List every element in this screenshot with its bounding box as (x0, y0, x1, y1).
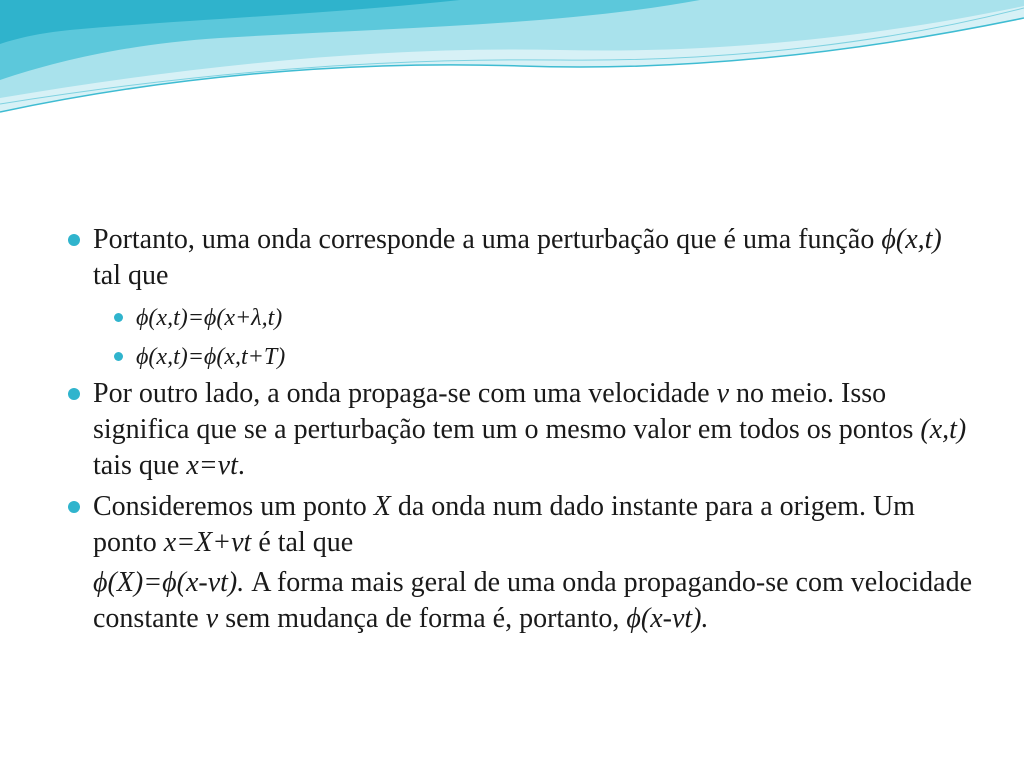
bullet-general-wave-form (63, 489, 973, 637)
text-segment: Consideremos um ponto (93, 491, 374, 522)
text-segment: tais que (93, 450, 187, 481)
math-v: v (205, 603, 219, 634)
header-wave-decoration (0, 0, 1024, 130)
equation: ϕ(x,t)=ϕ(x+λ,t) (136, 305, 283, 331)
text-segment: é tal que (251, 527, 354, 558)
text-segment: Por outro lado, a onda propaga-se com uma velocidade (93, 378, 717, 409)
math-xt: (x,t) (895, 224, 942, 255)
text-segment: . (237, 450, 245, 481)
math-x-X-vt: x=X+vt (163, 527, 252, 558)
slide-content (63, 222, 973, 637)
equation: ϕ(x-vt). (626, 603, 709, 634)
equation: ϕ(x,t)=ϕ(x,t+T) (136, 344, 286, 370)
math-x-vt: x=vt (186, 450, 238, 481)
phi-symbol: ϕ (881, 224, 896, 255)
math-xt: (x,t) (920, 414, 967, 445)
text-segment: A forma mais geral de uma onda propagando-se com velocidade constante (93, 567, 972, 634)
sub-bullet-spatial-periodicity (114, 303, 973, 333)
bullet-wave-function (63, 222, 973, 294)
text-segment: da onda num dado instante para a origem. Um ponto (93, 491, 915, 558)
bullet-propagation-velocity (63, 376, 973, 484)
text-segment: Portanto, uma onda corresponde a uma perturbação que é uma função (93, 224, 882, 255)
math-v: v (716, 378, 730, 409)
equation: ϕ(X)=ϕ(x-vt). (93, 567, 245, 598)
math-X: X (373, 491, 391, 522)
text-segment: tal que (93, 260, 169, 291)
sub-bullet-temporal-periodicity (114, 342, 973, 372)
text-segment: no meio. Isso significa que se a perturbação tem um o mesmo valor em todos os pontos (93, 378, 921, 445)
bullet-continuation (93, 565, 973, 637)
text-segment: sem mudança de forma é, portanto, (218, 603, 627, 634)
sub-bullet-list (63, 303, 973, 372)
